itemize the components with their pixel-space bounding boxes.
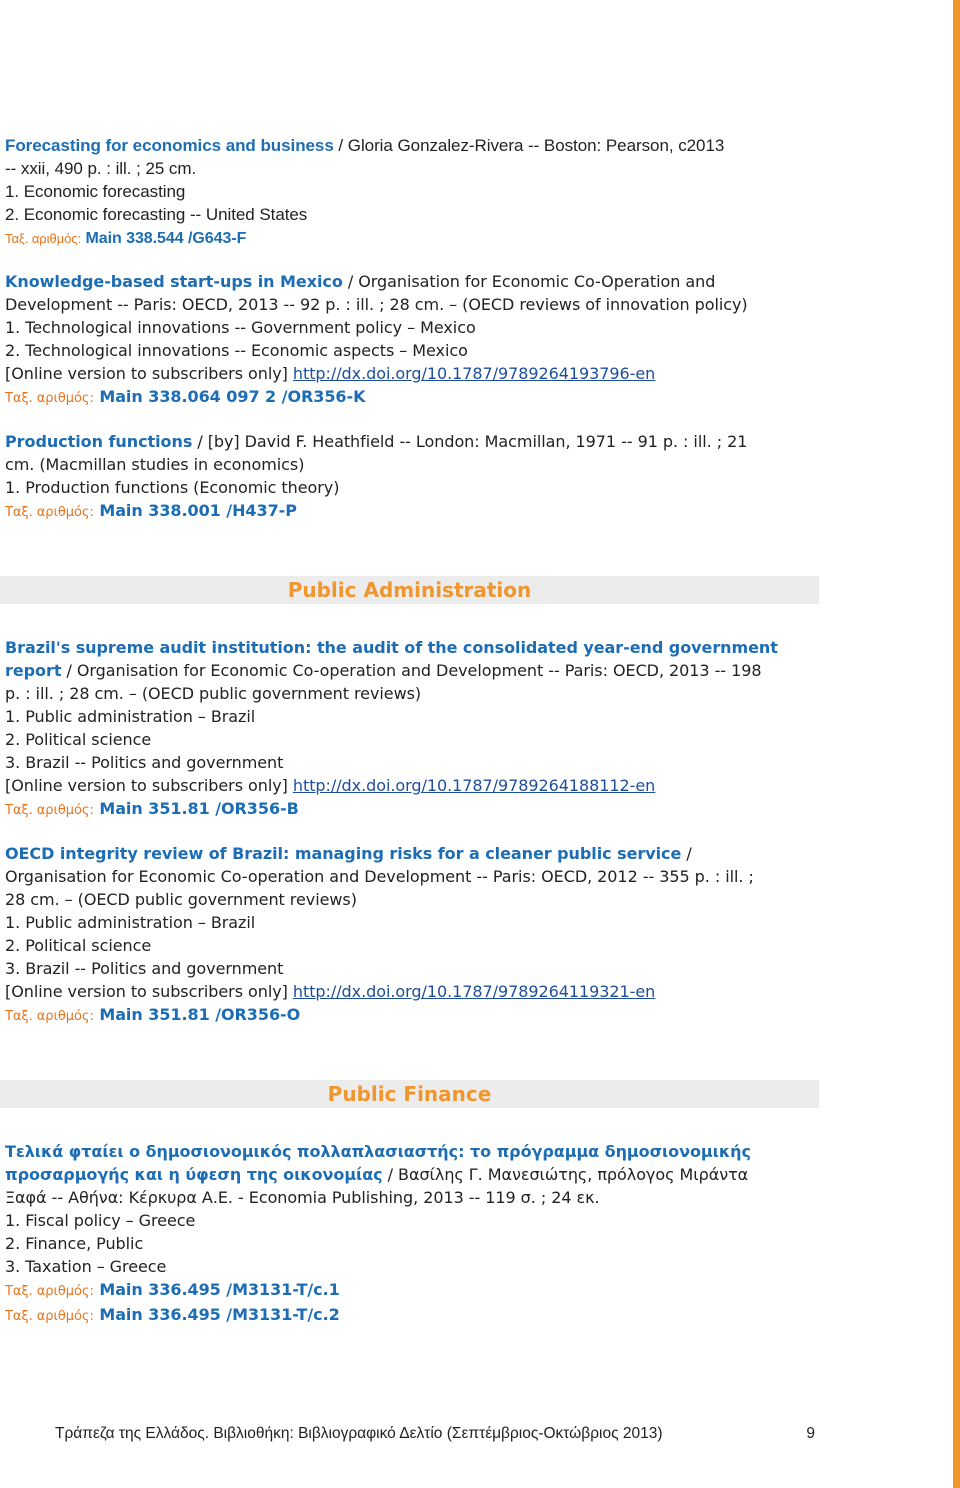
entry-statement: / [by] David F. Heathfield -- London: Macmillan, 1971 -- 91 p. : ill. ; 21 [192,432,748,451]
entry-line: Organisation for Economic Co-operation and Development -- Paris: OECD, 2012 -- 355 p. : ill. ; [5,867,754,886]
entry-statement: / Gloria Gonzalez-Rivera -- Boston: Pearson, c2013 [333,136,725,155]
entry-title[interactable]: Knowledge-based start-ups in Mexico [5,272,343,291]
doi-link[interactable]: http://dx.doi.org/10.1787/9789264119321-en [292,982,656,1001]
entry-title[interactable]: Production functions [5,432,193,451]
doi-link[interactable]: http://dx.doi.org/10.1787/9789264193796-en [292,364,656,383]
online-version-note: [Online version to subscribers only] [5,776,293,795]
entry-statement: / Βασίλης Γ. Μανεσιώτης, πρόλογος Μιράντα [382,1165,749,1184]
call-number-label: Ταξ. αριθμός: [5,505,94,520]
entry-line: 2. Economic forecasting -- United States [5,205,308,224]
entry-line: 3. Brazil -- Politics and government [5,959,284,978]
section-heading-public-administration: Public Administration [0,576,819,604]
online-version-note: [Online version to subscribers only] [5,364,293,383]
entry-line: 2. Political science [5,936,152,955]
catalog-entry [5,842,820,1028]
entry-title-continued[interactable]: προσαρμογής και η ύφεση της οικονομίας [5,1165,383,1184]
call-number-label: Ταξ. αριθμός: [5,391,94,406]
call-number-label: Ταξ. αριθμός: [5,231,82,246]
entry-line: 28 cm. – (OECD public government reviews) [5,890,357,909]
entry-line: 3. Taxation – Greece [5,1257,167,1276]
entry-line: 2. Technological innovations -- Economic aspects – Mexico [5,341,468,360]
call-number [5,1303,820,1328]
entry-line: 1. Production functions (Economic theory) [5,478,340,497]
entry-line: Ξαφά -- Αθήνα: Κέρκυρα Α.Ε. - Economia Publishing, 2013 -- 119 σ. ; 24 εκ. [5,1188,600,1207]
entry-title[interactable]: Forecasting for economics and business [5,136,334,155]
call-number [5,1278,820,1303]
doi-link[interactable]: http://dx.doi.org/10.1787/9789264188112-en [292,776,656,795]
entry-title[interactable]: Brazil's supreme audit institution: the audit of the consolidated year-end government [5,638,778,657]
entry-line: 1. Technological innovations -- Government policy – Mexico [5,318,476,337]
call-number [5,499,820,524]
entry-line: 2. Political science [5,730,152,749]
entry-line: cm. (Macmillan studies in economics) [5,455,305,474]
call-number-value: Main 336.495 /M3131-T/c.1 [93,1280,340,1299]
orange-side-bar [953,0,960,1488]
call-number [5,1003,820,1028]
call-number-value: Main 351.81 /OR356-O [93,1005,301,1024]
entry-title[interactable]: OECD integrity review of Brazil: managing risks for a cleaner public service [5,844,682,863]
catalog-entry [5,636,820,822]
catalog-entry [5,270,820,410]
call-number-label: Ταξ. αριθμός: [5,1309,94,1324]
entry-statement: / [681,844,692,863]
call-number-value: Main 338.001 /H437-P [93,501,297,520]
call-number-value: Main 351.81 /OR356-B [93,799,299,818]
footer-text: Τράπεζα της Ελλάδος. Βιβλιοθήκη: Βιβλιογραφικό Δελτίο (Σεπτέμβριος-Οκτώβριος 2013) [55,1425,663,1442]
page-footer [55,1425,815,1443]
entry-line: 1. Public administration – Brazil [5,913,256,932]
document-body [5,134,820,1348]
entry-line: 1. Economic forecasting [5,182,186,201]
entry-line: 3. Brazil -- Politics and government [5,753,284,772]
call-number-label: Ταξ. αριθμός: [5,803,94,818]
call-number-label: Ταξ. αριθμός: [5,1009,94,1024]
entry-line: 1. Public administration – Brazil [5,707,256,726]
call-number-value: Main 338.544 /G643-F [81,230,247,247]
section-heading-public-finance: Public Finance [0,1080,819,1108]
entry-line: Development -- Paris: OECD, 2013 -- 92 p. : ill. ; 28 cm. – (OECD reviews of innovation policy) [5,295,748,314]
call-number [5,797,820,822]
call-number [5,226,820,250]
catalog-entry [5,134,820,250]
online-version-note: [Online version to subscribers only] [5,982,293,1001]
catalog-entry [5,1140,820,1328]
entry-line: 2. Finance, Public [5,1234,144,1253]
entry-line: 1. Fiscal policy – Greece [5,1211,196,1230]
entry-title[interactable]: Τελικά φταίει ο δημοσιονομικός πολλαπλασιαστής: το πρόγραμμα δημοσιονομικής [5,1142,751,1161]
call-number-value: Main 336.495 /M3131-T/c.2 [93,1305,340,1324]
entry-line: p. : ill. ; 28 cm. – (OECD public government reviews) [5,684,422,703]
entry-statement: / Organisation for Economic Co-operation and Development -- Paris: OECD, 2013 -- 198 [61,661,762,680]
entry-statement: / Organisation for Economic Co-Operation and [342,272,716,291]
page-number: 9 [806,1425,815,1442]
call-number-label: Ταξ. αριθμός: [5,1284,94,1299]
entry-line: -- xxii, 490 p. : ill. ; 25 cm. [5,159,197,178]
call-number [5,385,820,410]
entry-title-continued[interactable]: report [5,661,62,680]
catalog-entry [5,430,820,524]
call-number-value: Main 338.064 097 2 /OR356-K [93,387,366,406]
